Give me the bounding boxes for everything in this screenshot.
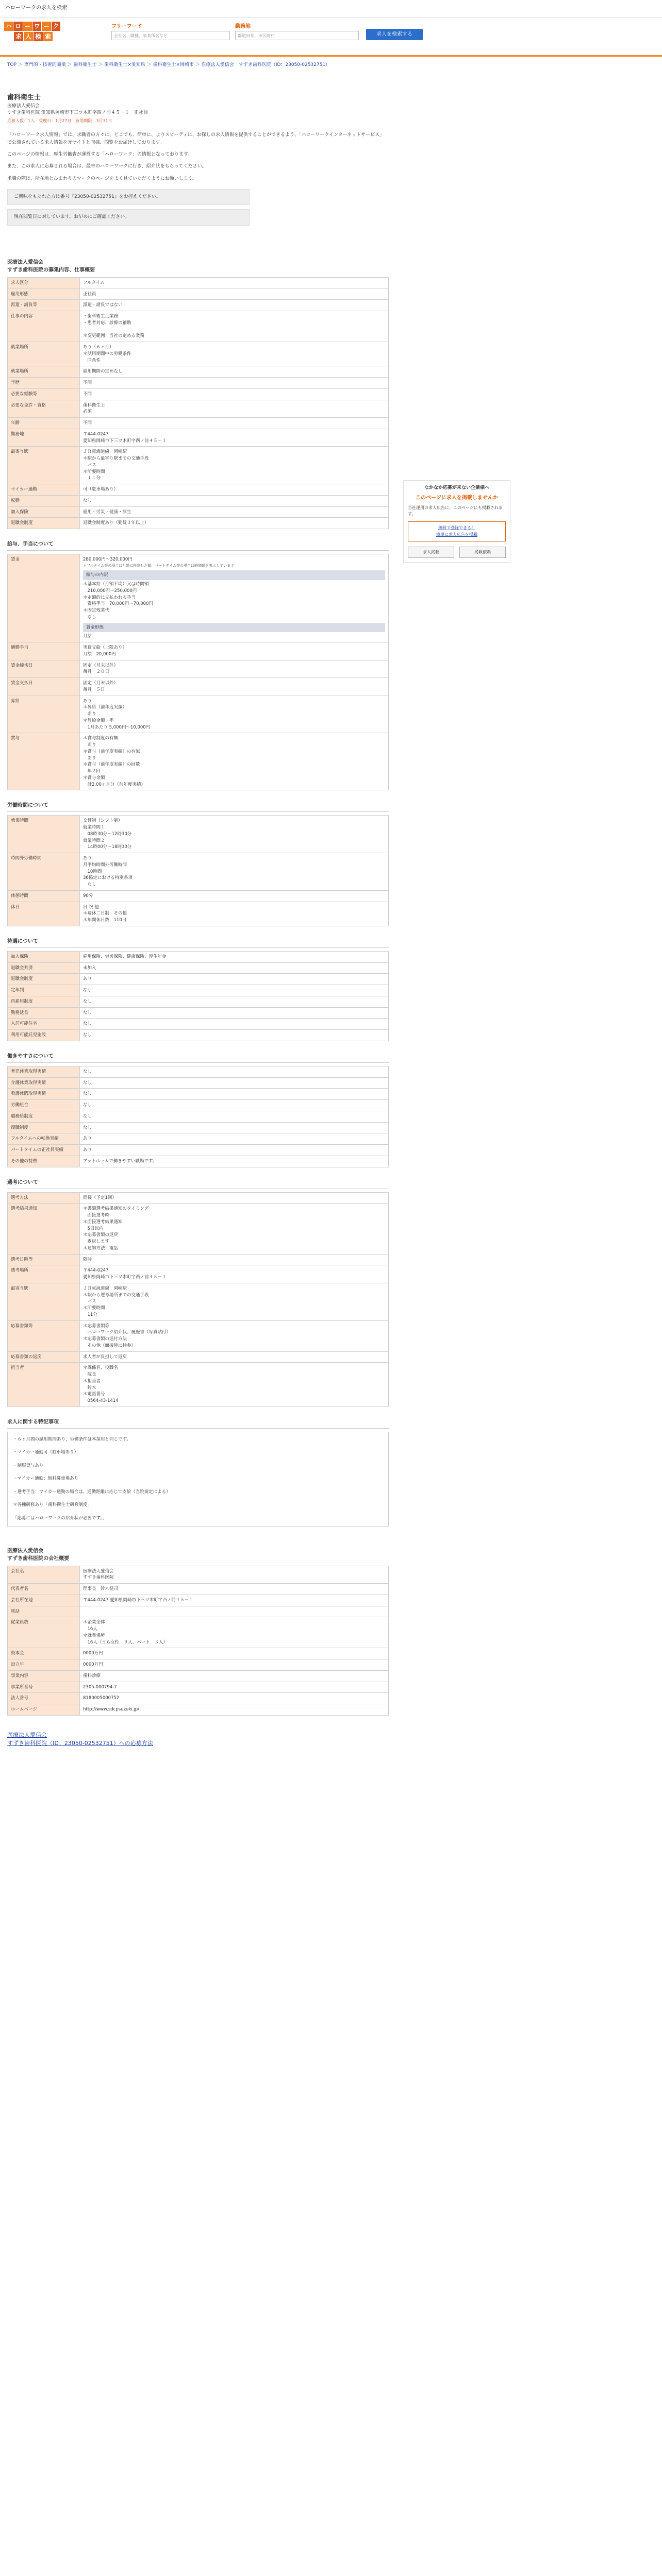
table-row [8, 1363, 389, 1407]
row-label: 通勤手当 [8, 642, 80, 660]
row-label: 派遣・請負等 [8, 300, 80, 311]
row-value: ・歯科衛生士業務 ・患者対応、診療の補助 ＊変更範囲：当社の定める業務 [80, 311, 389, 342]
row-value [80, 1606, 389, 1617]
row-label: 選考日時等 [8, 1254, 80, 1265]
pay-note: ＊フルタイム等の場合は月額に換算した額、パートタイム等の場合は時間額を表示しています [83, 563, 235, 568]
place-label: 勤務地 [235, 24, 251, 29]
row-value: 随時 [80, 1254, 389, 1265]
row-label: 必要な経験等 [8, 388, 80, 400]
row-value: 不問 [80, 388, 389, 400]
table-row [8, 378, 389, 389]
table-row [8, 1704, 389, 1716]
row-label: 資本金 [8, 1648, 80, 1659]
row-label: 担当者 [8, 1363, 80, 1407]
row-value: なし [80, 1066, 389, 1077]
row-value: なし [80, 996, 389, 1007]
table-row [8, 1077, 389, 1089]
row-label: 復職制度 [8, 1122, 80, 1133]
row-label: 利用可能託児施設 [8, 1030, 80, 1041]
table-row [8, 429, 389, 447]
row-value: なし [80, 1077, 389, 1089]
hours-table [7, 815, 389, 926]
row-value: 固定（月末以外） 毎月 ５日 [80, 678, 389, 696]
row-value: フルタイム [80, 277, 389, 289]
row-label: 退職金制度 [8, 518, 80, 529]
table-row [8, 642, 389, 660]
row-label: 就業場所 [8, 342, 80, 366]
table-row [8, 1693, 389, 1704]
free-word-label: フリーワード [111, 24, 142, 29]
table-row [8, 1648, 389, 1659]
row-value: 正社員 [80, 289, 389, 300]
place-input[interactable]: 都道府県、市区町村 [235, 31, 359, 40]
pay-type: 月給 [83, 634, 92, 639]
advert-links[interactable] [408, 521, 506, 541]
row-label: 休日 [8, 902, 80, 926]
table-row [8, 1670, 389, 1682]
row-label: 法人番号 [8, 1693, 80, 1704]
breadcrumb[interactable]: TOP ＞ 専門的・技術的職業 ＞ 歯科衛生士 ＞ 歯科衛生士×愛知県 ＞ 歯科衛生士×岡崎市 ＞ 医療法人愛信会 すずき歯科医院（ID：23050-02532751） [7, 62, 330, 67]
row-label: 退職金制度 [8, 974, 80, 985]
row-label: 介護休業取得実績 [8, 1077, 80, 1089]
notice-box: ご興味をもたれた方は番号『23050-02532751』をお控えください。 [7, 189, 250, 206]
table-row [8, 962, 389, 974]
table-row [8, 311, 389, 342]
row-value: 派遣・請負ではない [80, 300, 389, 311]
row-value: 固定（月末以外） 毎月 ２０日 [80, 660, 389, 678]
row-value: あり ＊昇給（前年度実績） あり ＊昇給金額・率 1月あたり 5,000円～10,000円 [80, 696, 389, 733]
org-name: 医療法人愛信会 [7, 103, 40, 109]
row-label: 会社名 [8, 1566, 80, 1584]
table-row [8, 1145, 389, 1156]
table-row [8, 388, 389, 400]
row-value: 〒444-0247 愛知県岡崎市下三ツ木町字西ノ前４５－１ [80, 1265, 389, 1283]
row-value: 未加入 [80, 962, 389, 974]
table-row [8, 1283, 389, 1320]
row-label: 仕事の内容 [8, 311, 80, 342]
row-label: 選考方法 [8, 1192, 80, 1204]
row-label: 最寄り駅 [8, 447, 80, 484]
row-label: 昇給 [8, 696, 80, 733]
row-label: 再雇用制度 [8, 996, 80, 1007]
row-label: ホームページ [8, 1704, 80, 1716]
table-row [8, 277, 389, 289]
row-value: なし [80, 1019, 389, 1030]
pay-breakdown-heading: 給与の内訳 [83, 570, 385, 580]
table-row [8, 1584, 389, 1595]
row-value: 歯科衛生士 必須 [80, 400, 389, 418]
pay-type-heading: 賃金形態 [83, 623, 385, 633]
site-logo[interactable]: ハ ロ ー ワ ー ク 求 人 検 索 [4, 22, 61, 42]
table-row [8, 366, 389, 378]
row-label: 勤務延長 [8, 1007, 80, 1019]
row-label: その他の特徴 [8, 1156, 80, 1167]
row-value: ＊応募書類等 ハローワーク紹介状、履歴書（写真貼付） ＊応募書類の送付方法 その他（面接時に持参） [80, 1320, 389, 1351]
site-title: ハローワークの求人を検索 [0, 0, 662, 18]
table-row [8, 1122, 389, 1133]
row-value: あり [80, 1145, 389, 1156]
row-label: フルタイムへの転換実績 [8, 1133, 80, 1145]
row-label: 賃金支払日 [8, 678, 80, 696]
row-value: 0000万円 [80, 1648, 389, 1659]
row-label: 応募書類等 [8, 1320, 80, 1351]
intro-text: 「ハローワーク求人情報」では、求職者の方々に、どこでも、簡単に、よりスピーディに、お探しの求人情報を提供することができるよう、「ハローワークインターネットサービス」で公開されている求人情報を元サイトと同様、閲覧をお届けしております。 [7, 132, 385, 145]
advert-highlight: このページに求人を掲載しませんか [416, 495, 498, 501]
row-value: ＊書類選考結果通知のタイミング 面接選考時 ＊面接選考結果通知 5日以内 ＊応募書類の返戻 返戻します ＊通知方法 電話 [80, 1204, 389, 1254]
table-row [8, 1030, 389, 1041]
row-label: 学歴 [8, 378, 80, 389]
row-label: 入居可能住宅 [8, 1019, 80, 1030]
intro-text: また、この求人に応募される場合は、最寄のハローワークに行き、紹介状をもらってください。 [7, 164, 207, 170]
section-heading: 労働時間について [7, 802, 389, 812]
advert-title: なかなか応募が来ない企業様へ [424, 485, 489, 490]
table-row [8, 1111, 389, 1122]
advert-sidebar [403, 480, 510, 563]
row-value: 0000万円 [80, 1659, 389, 1671]
row-value: 雇用保険、労災保険、健康保険、厚生年金 [80, 951, 389, 962]
table-row [8, 1254, 389, 1265]
intro [7, 131, 389, 183]
notice-box: 現在閲覧日に対しています。お早めにご確認ください。 [7, 209, 250, 226]
table-row [8, 902, 389, 926]
intro-text: 求職の際は、所在地とひまわりのマークのページをよく見ていただくようにお願いします。 [7, 176, 197, 181]
row-label: 加入保険 [8, 506, 80, 518]
section-heading: 働きやすさについて [7, 1053, 389, 1063]
table-row [8, 1156, 389, 1167]
main-content [7, 91, 389, 1748]
table-row [8, 400, 389, 418]
row-value: なし [80, 1089, 389, 1100]
selection-table [7, 1192, 389, 1407]
row-label: 賃金締切日 [8, 660, 80, 678]
row-value: あり 月平均時間外労働時間 10時間 36協定における特別条項 なし [80, 853, 389, 891]
row-label: 時間外労働時間 [8, 853, 80, 891]
row-value: 求人者が負担して返戻 [80, 1351, 389, 1363]
table-row [8, 484, 389, 496]
free-word-input[interactable]: 会社名、職種、事業所名など [111, 31, 230, 40]
table-row [8, 418, 389, 429]
table-row [8, 1682, 389, 1693]
row-value: 医療法人愛信会 すずき歯科医院 [80, 1566, 389, 1584]
row-label: マイカー通勤 [8, 484, 80, 496]
row-label: 賞与 [8, 733, 80, 790]
workstyle-table [7, 1066, 389, 1167]
row-label: 従業員数 [8, 1617, 80, 1648]
row-label: 代表者名 [8, 1584, 80, 1595]
row-value: 2305-000794-7 [80, 1682, 389, 1693]
table-row [8, 1617, 389, 1648]
table-row [8, 1265, 389, 1283]
section-heading: 待遇について [7, 938, 389, 948]
table-row [8, 1019, 389, 1030]
table-row [8, 495, 389, 506]
job-tags: 応募人数：1人 受理日：1月27日 有効期限：3月31日 [7, 118, 112, 123]
row-label: 選考結果通知 [8, 1204, 80, 1254]
row-value: http://www.sdcpsuzuki.jp/ [80, 1704, 389, 1716]
table-row [8, 696, 389, 733]
table-row [8, 342, 389, 366]
row-value: なし [80, 1111, 389, 1122]
table-row [8, 1606, 389, 1617]
advert-link[interactable]: 簡単に求人広告を掲載 [436, 532, 477, 537]
row-value: 90分 [80, 890, 389, 902]
table-row [8, 733, 389, 790]
advert-link[interactable]: 無料で登録できる！ [438, 525, 475, 530]
summary-table [7, 277, 389, 529]
row-value: 〒444-0247 愛知県岡崎市下三ツ木町字西ノ前４５－１ [80, 429, 389, 447]
row-label: 必要な免許・資格 [8, 400, 80, 418]
row-value: ＪＲ東海道線 岡崎駅 ＊駅から最寄り駅までの交通手段 バス ＊所要時間 １１分 [80, 447, 389, 484]
row-value: 可（駐車場あり） [80, 484, 389, 496]
section-heading: 医療法人愛信会 すずき歯科医院の会社概要 [7, 1548, 70, 1562]
row-value: 雇用期間の定めなし [80, 366, 389, 378]
row-label: 事業内容 [8, 1670, 80, 1682]
row-value: なし [80, 1100, 389, 1111]
row-label: 年齢 [8, 418, 80, 429]
job-place: すずき歯科医院 愛知県岡崎市下三ツ木町字西ノ前４５－１ 正社員 [7, 110, 148, 115]
table-row [8, 1066, 389, 1077]
row-label: 勤務地 [8, 429, 80, 447]
section-heading: 給与、手当について [7, 540, 389, 551]
table-row [8, 996, 389, 1007]
table-row [8, 974, 389, 985]
row-label: 加入保険 [8, 951, 80, 962]
section-heading: 選考について [7, 1179, 389, 1189]
pay-allowance: ＊定額的に支払われる手当 資格手当 70,000円～70,000円 [83, 595, 153, 607]
row-value: 8180005000752 [80, 1693, 389, 1704]
table-row [8, 300, 389, 311]
job-title: 歯科衛生士 [7, 94, 41, 101]
table-row [8, 660, 389, 678]
row-value: あり [80, 974, 389, 985]
advert-desc: 当社運用の求人広告に、このページにも掲載されます。 [408, 505, 503, 516]
table-row [8, 1566, 389, 1584]
post-job-button[interactable]: 求人掲載 [408, 547, 454, 558]
table-row [8, 951, 389, 962]
table-row [8, 447, 389, 484]
row-value: 実費支給（上限あり） 月額 20,000円 [80, 642, 389, 660]
table-row [8, 1007, 389, 1019]
table-row [8, 1089, 389, 1100]
table-row [8, 1192, 389, 1204]
table-row [8, 518, 389, 529]
search-button[interactable]: 求人を検索する [366, 29, 423, 40]
row-label: 応募書類の返戻 [8, 1351, 80, 1363]
row-label: 職務給制度 [8, 1111, 80, 1122]
row-value: 理事長 鈴木健司 [80, 1584, 389, 1595]
row-value: 交替制（シフト制） 就業時間１ 08時30分～12時30分 就業時間２ 14時00分～18時30分 [80, 816, 389, 853]
row-label: 選考場所 [8, 1265, 80, 1283]
row-value: 不問 [80, 378, 389, 389]
special-notes: ・６ヶ月間の試用期間あり、労働条件は本採用と同じです。 ・マイカー通勤可（駐車場あり） ・制服貸与あり ・マイカー通勤：無料駐車場あり ・選考手当：マイカー通勤の場合は、通勤距離に応じて支給（当院規定による） ＊各種研修あり「歯科衛生士研修制度」 「応募にはハローワークの紹介状が必要です。」 [7, 1432, 389, 1527]
row-label: 電話 [8, 1606, 80, 1617]
table-row [8, 853, 389, 891]
row-value: なし [80, 985, 389, 996]
row-value: ＊企業全体 16人 ＊就業場所 16人（うち女性 ９人、パート ３人） [80, 1617, 389, 1648]
table-row [8, 1204, 389, 1254]
row-label: 育児休業取得実績 [8, 1066, 80, 1077]
benefits-table [7, 951, 389, 1041]
table-row [8, 1100, 389, 1111]
row-label: 雇用形態 [8, 289, 80, 300]
row-label: 最寄り駅 [8, 1283, 80, 1320]
row-label: 退職金共済 [8, 962, 80, 974]
row-value: 退職金制度あり（勤続３年以上） [80, 518, 389, 529]
row-value: 不問 [80, 418, 389, 429]
row-value: ＊賞与制度の有無 あり ＊賞与（前年度実績）の有無 あり ＊賞与（前年度実績）の回数 年２回 ＊賞与金額 計2.00ヶ月分（前年度実績） [80, 733, 389, 790]
section-heading: 医療法人愛信会 すずき歯科医院の募集内容、仕事概要 [7, 259, 95, 273]
row-value: なし [80, 1007, 389, 1019]
row-label: 定年制 [8, 985, 80, 996]
pay-main: 280,000円～320,000円 [83, 557, 133, 563]
row-label: 設立年 [8, 1659, 80, 1671]
row-label: 休憩時間 [8, 890, 80, 902]
row-value: 雇用・労災・健康・厚生 [80, 506, 389, 518]
table-row [8, 985, 389, 996]
company-table [7, 1566, 389, 1716]
section-heading: 求人に関する特記事項 [7, 1418, 389, 1429]
pay-table [7, 554, 389, 790]
table-row [8, 289, 389, 300]
row-value: ＪＲ東海道線 岡崎駅 ＊駅から選考場所までの交通手段 バス ＊所要時間 11分 [80, 1283, 389, 1320]
row-label: 転勤 [8, 495, 80, 506]
table-row [8, 1320, 389, 1351]
table-row [8, 678, 389, 696]
table-row [8, 816, 389, 853]
apply-link[interactable] [7, 1731, 389, 1748]
row-label: 労働組合 [8, 1100, 80, 1111]
row-value: アットホームで働きやすい職場です。 [80, 1156, 389, 1167]
table-row [8, 890, 389, 902]
row-label: 求人区分 [8, 277, 80, 289]
row-value: 面接（予定1回） [80, 1192, 389, 1204]
table-row [8, 1595, 389, 1606]
table-row [8, 1659, 389, 1671]
row-label: 就業時間 [8, 816, 80, 853]
request-button[interactable]: 掲載依頼 [459, 547, 506, 558]
apply-link-text[interactable]: 医療法人愛信会 すずき歯科医院（ID：23050-02532751）への応募方法 [7, 1731, 153, 1747]
header [0, 18, 662, 57]
row-value: なし [80, 1030, 389, 1041]
row-label: 賃金 [8, 554, 80, 642]
pay-base: ＊基本給（月額平均）又は時間額 210,000円～250,000円 [83, 582, 149, 594]
intro-text: このページの情報は、厚生労働省が運営する「ハローワーク」の情報となっております。 [7, 152, 193, 158]
row-value: 歯科診療 [80, 1670, 389, 1682]
pay-fixed: ＊固定残業代 なし [83, 608, 110, 620]
row-label: パートタイムの正社員実績 [8, 1145, 80, 1156]
row-value: ＊課係名、役職名 院長 ＊担当者 鈴木 ＊電話番号 0564-43-1414 [80, 1363, 389, 1407]
row-value: 〒444-0247 愛知県岡崎市下三ツ木町字西ノ前４５－１ [80, 1595, 389, 1606]
table-row [8, 1351, 389, 1363]
table-row [8, 506, 389, 518]
row-label: 看護休暇取得実績 [8, 1089, 80, 1100]
row-value: 日 祝 他 ＊週休二日制 その他 ＊年間休日数 110日 [80, 902, 389, 926]
row-value: なし [80, 495, 389, 506]
row-label: 事業所番号 [8, 1682, 80, 1693]
row-value: なし [80, 1122, 389, 1133]
row-value [80, 554, 389, 642]
row-label: 会社所在地 [8, 1595, 80, 1606]
row-value: あり（６ヶ月） ＊試用期間中の労働条件 同条件 [80, 342, 389, 366]
table-row [8, 1133, 389, 1145]
row-value: あり [80, 1133, 389, 1145]
row-label: 就業場所 [8, 366, 80, 378]
